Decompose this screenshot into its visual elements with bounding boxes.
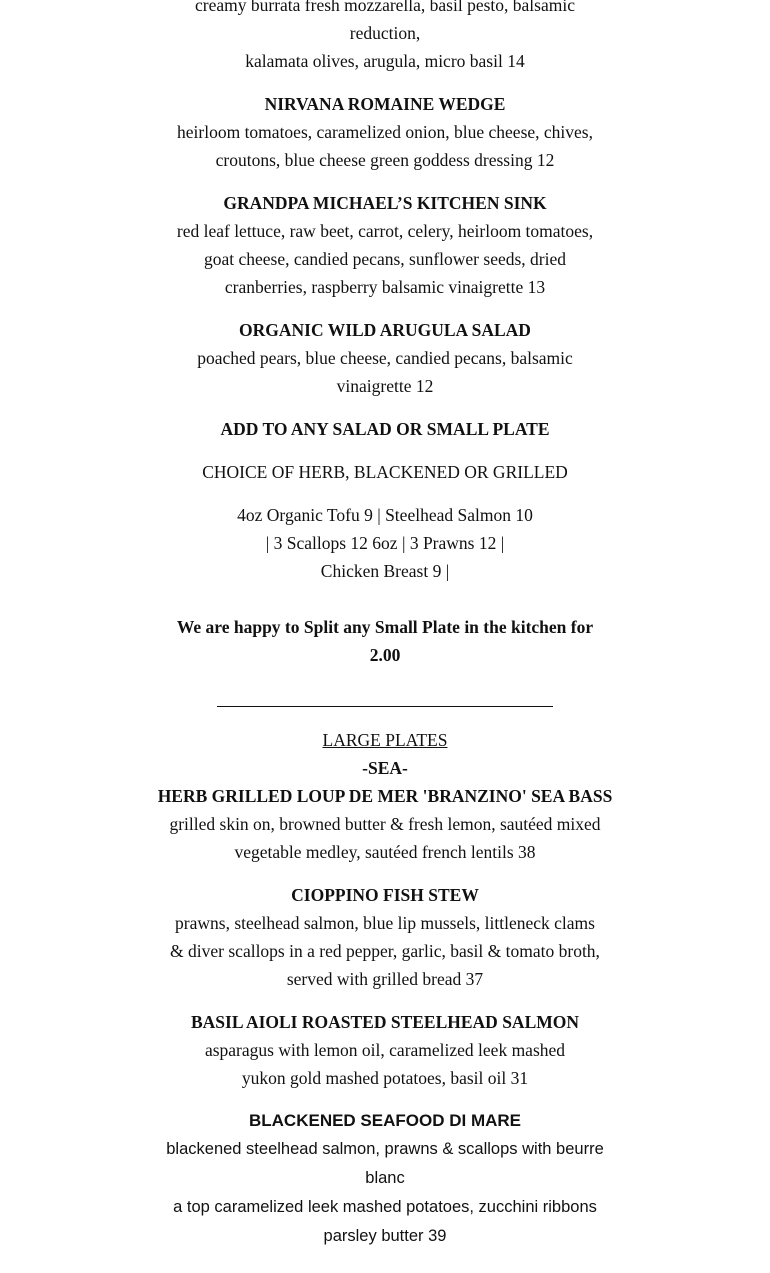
addons-options (150, 501, 620, 585)
item-description-line: goat cheese, candied pecans, sunflower seeds, dried (203, 249, 566, 269)
menu-item-arugula (150, 316, 620, 400)
menu-page (150, 0, 620, 1266)
menu-item-burrata (150, 0, 620, 75)
item-title: BASIL AIOLI ROASTED STEELHEAD SALMON (190, 1012, 580, 1032)
item-description-line: vinaigrette 12 (336, 376, 434, 396)
addons-option-line: | 3 Scallops 12 6oz | 3 Prawns 12 | (265, 533, 505, 553)
item-description-line: blanc (365, 1169, 405, 1187)
item-description-line: grilled skin on, browned butter & fresh lemon, sautéed mixed (169, 814, 601, 834)
addons-title-block (150, 415, 620, 443)
menu-item-salmon (150, 1008, 620, 1092)
section-divider (217, 706, 553, 707)
item-description-line: & diver scallops in a red pepper, garlic, basil & tomato broth, (170, 941, 600, 961)
split-plate-note (150, 613, 620, 669)
item-description-line: prawns, steelhead salmon, blue lip mussels, littleneck clams (175, 913, 595, 933)
menu-item-cioppino (150, 881, 620, 993)
menu-item-branzino (150, 782, 620, 866)
split-note-line: 2.00 (369, 645, 401, 665)
item-description-line: creamy burrata fresh mozzarella, basil pesto, balsamic (195, 0, 575, 15)
item-description-line: asparagus with lemon oil, caramelized leek mashed (204, 1040, 566, 1060)
item-title: GRANDPA MICHAEL’S KITCHEN SINK (223, 193, 547, 213)
item-title: CIOPPINO FISH STEW (291, 885, 479, 905)
large-plates-header (150, 726, 620, 782)
addons-title: ADD TO ANY SALAD OR SMALL PLATE (220, 419, 550, 439)
addons-option-line: Chicken Breast 9 | (320, 561, 450, 581)
split-note-line: We are happy to Split any Small Plate in the kitchen for (176, 617, 594, 637)
item-description-line: blackened steelhead salmon, prawns & scallops with beurre (166, 1140, 604, 1158)
item-title: NIRVANA ROMAINE WEDGE (264, 94, 506, 114)
menu-item-di-mare (150, 1107, 620, 1251)
item-description-line: served with grilled bread 37 (286, 969, 484, 989)
item-description-line: croutons, blue cheese green goddess dressing 12 (215, 150, 555, 170)
item-description-line: vegetable medley, sautéed french lentils 38 (234, 842, 536, 862)
addons-option-line: 4oz Organic Tofu 9 | Steelhead Salmon 10 (237, 505, 533, 525)
item-description-line: parsley butter 39 (323, 1227, 447, 1245)
item-description-line: yukon gold mashed potatoes, basil oil 31 (241, 1068, 529, 1088)
item-title: HERB GRILLED LOUP DE MER 'BRANZINO' SEA BASS (157, 786, 613, 806)
menu-item-kitchen-sink (150, 189, 620, 301)
item-description-line: kalamata olives, arugula, micro basil 14 (245, 51, 525, 71)
item-description-line: cranberries, raspberry balsamic vinaigrette 13 (224, 277, 546, 297)
item-description-line: reduction, (349, 23, 421, 43)
item-description-line: poached pears, blue cheese, candied pecans, balsamic (197, 348, 573, 368)
item-description-line: a top caramelized leek mashed potatoes, zucchini ribbons (173, 1198, 597, 1216)
item-title: BLACKENED SEAFOOD DI MARE (248, 1111, 521, 1130)
menu-item-wedge (150, 90, 620, 174)
large-plates-heading: LARGE PLATES (322, 730, 448, 750)
addons-choice: CHOICE OF HERB, BLACKENED OR GRILLED (202, 462, 568, 482)
sea-subheading: -SEA- (362, 758, 408, 778)
item-description-line: heirloom tomatoes, caramelized onion, blue cheese, chives, (177, 122, 593, 142)
item-title: ORGANIC WILD ARUGULA SALAD (239, 320, 531, 340)
item-description-line: red leaf lettuce, raw beet, carrot, celery, heirloom tomatoes, (176, 221, 594, 241)
addons-choice-block (150, 458, 620, 486)
